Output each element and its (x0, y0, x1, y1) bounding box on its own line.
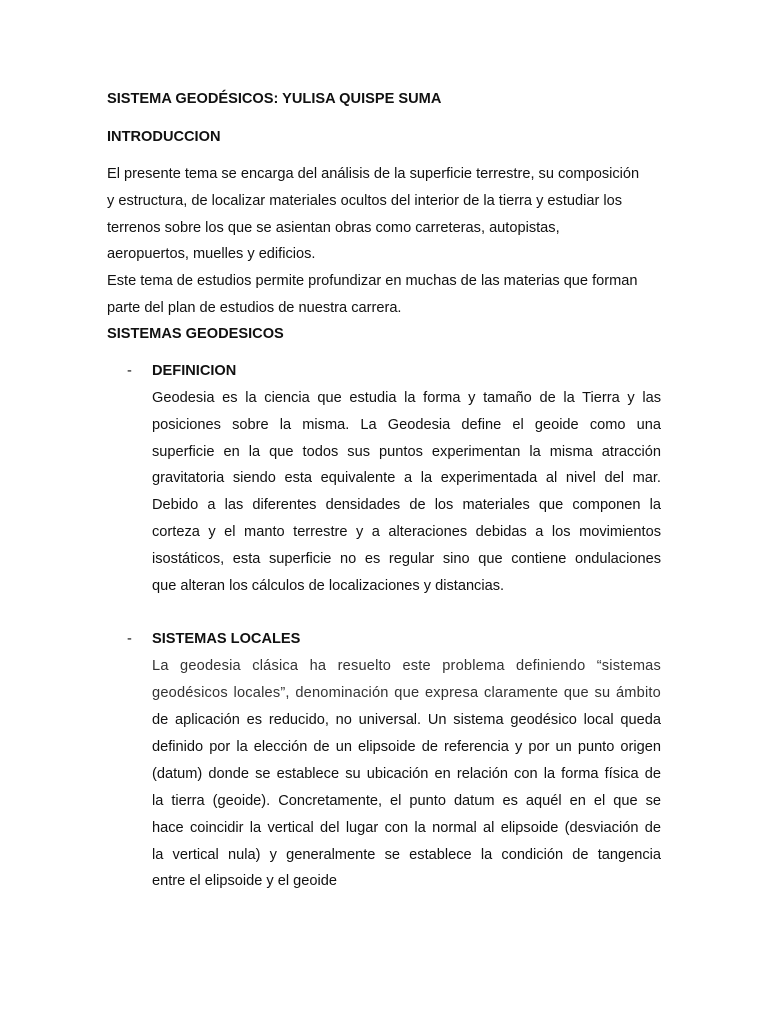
document-title: SISTEMA GEODÉSICOS: YULISA QUISPE SUMA (107, 91, 442, 107)
sistemas-locales-heading: SISTEMAS LOCALES (152, 631, 301, 647)
definicion-line: gravitatoria siendo esta equivalente a la experimentada al nivel del mar. (152, 470, 661, 486)
bullet-dash: - (127, 363, 132, 379)
sistemas-locales-line: hace coincidir la vertical del lugar con la normal al elipsoide (desviación de (152, 820, 661, 836)
intro-line: parte del plan de estudios de nuestra carrera. (107, 300, 402, 316)
sistemas-locales-line: geodésicos locales”, denominación que expresa claramente que su ámbito (152, 685, 661, 701)
bullet-dash: - (127, 631, 132, 647)
sistemas-locales-line: definido por la elección de un elipsoide de referencia y por un punto origen (152, 739, 661, 755)
sistemas-locales-line: la tierra (geoide). Concretamente, el punto datum es aquél en el que se (152, 793, 661, 809)
definicion-heading: DEFINICION (152, 363, 237, 379)
intro-line: Este tema de estudios permite profundizar en muchas de las materias que forman (107, 273, 638, 289)
sistemas-locales-line: la vertical nula) y generalmente se establece la condición de tangencia (152, 847, 661, 863)
intro-line: aeropuertos, muelles y edificios. (107, 246, 316, 262)
definicion-line: posiciones sobre la misma. La Geodesia define el geoide como una (152, 417, 661, 433)
definicion-line: Debido a las diferentes densidades de los materiales que componen la (152, 497, 661, 513)
sistemas-locales-line: (datum) donde se establece su ubicación en relación con la forma física de (152, 766, 661, 782)
sistemas-locales-line: de aplicación es reducido, no universal. Un sistema geodésico local queda (152, 712, 661, 728)
intro-line: y estructura, de localizar materiales ocultos del interior de la tierra y estudiar los (107, 193, 623, 209)
definicion-line: Geodesia es la ciencia que estudia la forma y tamaño de la Tierra y las (152, 390, 661, 406)
sistemas-locales-line: entre el elipsoide y el geoide (152, 873, 337, 889)
definicion-line: corteza y el manto terrestre y a alteraciones debidas a los movimientos (152, 524, 661, 540)
intro-line: El presente tema se encarga del análisis de la superficie terrestre, su composición (107, 166, 640, 182)
sistemas-locales-line: La geodesia clásica ha resuelto este problema definiendo “sistemas (152, 658, 661, 674)
definicion-line: que alteran los cálculos de localizaciones y distancias. (152, 578, 505, 594)
section-heading: SISTEMAS GEODESICOS (107, 326, 284, 342)
intro-heading: INTRODUCCION (107, 129, 221, 145)
intro-line: terrenos sobre los que se asientan obras como carreteras, autopistas, (107, 220, 560, 236)
definicion-line: isostáticos, esta superficie no es regular sino que contiene ondulaciones (152, 551, 661, 567)
definicion-line: superficie en la que todos sus puntos experimentan la misma atracción (152, 444, 661, 460)
